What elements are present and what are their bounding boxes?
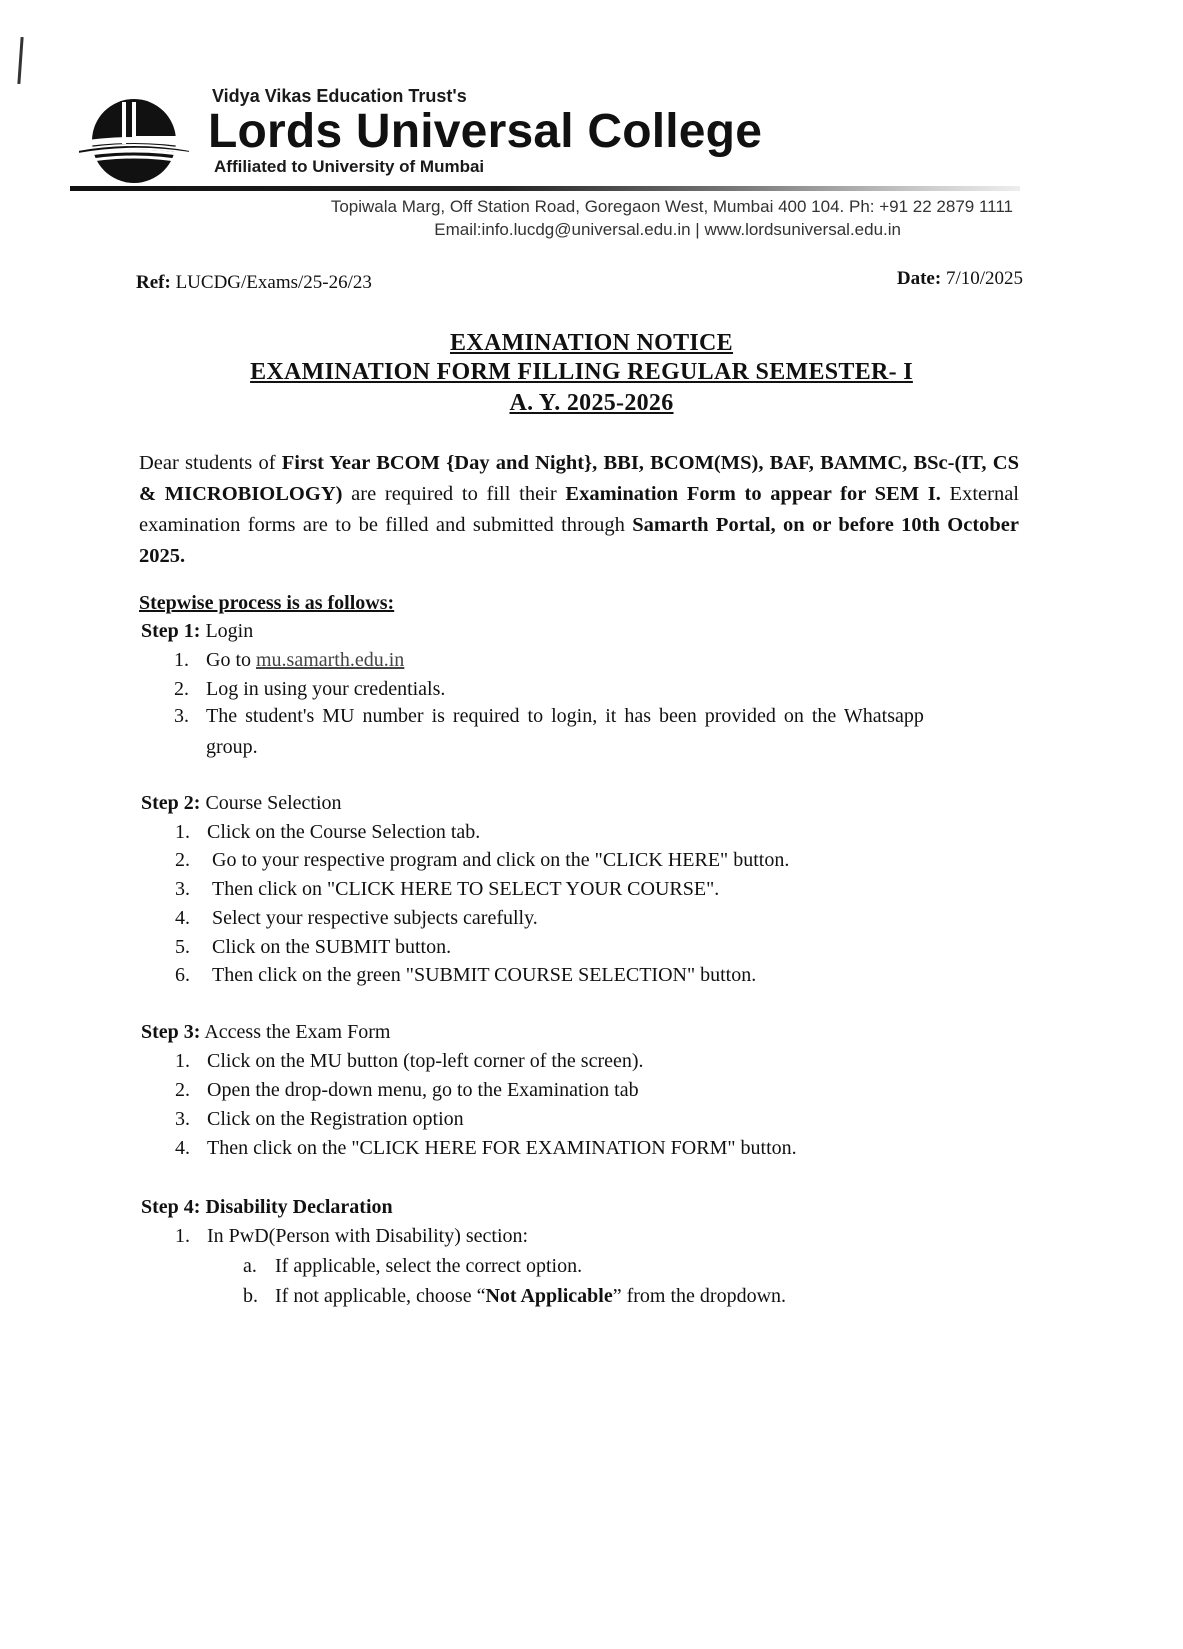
intro-text: External examination forms are to be filled and submitted through [139,483,1019,536]
item-number: 4. [175,1137,190,1159]
step-label: Step 1: [141,620,201,642]
college-contact: Email:info.lucdg@universal.edu.in | www.lordsuniversal.edu.in [434,220,901,239]
step-4-heading [141,1196,393,1219]
ref-label: Ref: [136,272,171,293]
item-text: Click on the MU button (top-left corner of the screen). [207,1050,644,1072]
intro-text: Dear students of [139,452,282,474]
item-number: 1. [175,821,190,843]
stepwise-heading: Stepwise process is as follows: [139,592,395,614]
item-number: 1. [175,1050,190,1072]
intro-text: are required to fill their [342,483,566,505]
step-title: Access the Exam Form [200,1021,391,1043]
step-1-heading [141,620,253,643]
date-label: Date: [896,268,942,289]
step-title: Course Selection [200,792,342,814]
college-emblem-icon [70,98,198,184]
trust-name: Vidya Vikas Education Trust's [212,86,467,106]
margin-pen-mark [17,37,23,84]
item-text: Then click on the green "SUBMIT COURSE SELECTION" button. [212,964,757,986]
item-letter: b. [243,1285,258,1307]
letterhead-divider [70,186,1020,191]
item-number: 3. [175,878,190,900]
item-text: Select your respective subjects carefully. [212,907,538,929]
not-applicable-option: Not Applicable [485,1285,613,1307]
item-number: 1. [174,649,189,671]
step-title: Login [200,620,254,642]
reference-number [136,272,372,294]
step-2-heading [141,792,342,815]
item-text: Go to [206,649,256,671]
item-number: 3. [175,1108,190,1130]
college-name: Lords Universal College [208,105,763,158]
item-text: Click on the Course Selection tab. [207,821,481,843]
step-label: Step 2: [141,792,201,814]
item-text: The student's MU number is required to login, it has been provided on the Whatsapp [206,705,924,727]
item-text: Open the drop-down menu, go to the Examination tab [207,1079,639,1101]
step-1-item-3-continued: group. [206,736,258,758]
notice-title: EXAMINATION NOTICE [450,330,733,356]
intro-programs: First Year BCOM {Day and Night}, BBI, BCOM(MS), BAF, BAMMC, BSc-(IT, CS & MICROBIOLOGY) [139,452,1019,505]
item-text: If applicable, select the correct option. [275,1255,583,1277]
step-label: Step 3: [141,1021,201,1043]
item-text: Then click on the "CLICK HERE FOR EXAMINATION FORM" button. [207,1137,797,1159]
academic-year: A. Y. 2025-2026 [509,390,674,416]
notice-date [897,268,1023,290]
item-number: 1. [175,1225,190,1247]
item-number: 3. [174,705,189,727]
step-3-heading [141,1021,390,1044]
item-text: Go to your respective program and click on the "CLICK HERE" button. [212,849,790,871]
ref-value: LUCDG/Exams/25-26/23 [175,272,372,293]
item-text: If not applicable, choose “ [275,1285,486,1307]
item-text: Click on the Registration option [207,1108,464,1130]
item-number: 4. [175,907,190,929]
intro-paragraph [139,448,1019,572]
item-text: ” from the dropdown. [612,1285,787,1307]
affiliation: Affiliated to University of Mumbai [214,157,485,176]
date-value: 7/10/2025 [945,268,1023,289]
samarth-portal-link[interactable]: mu.samarth.edu.in [256,649,405,671]
notice-subtitle: EXAMINATION FORM FILLING REGULAR SEMESTER- I [250,359,913,385]
item-letter: a. [243,1255,257,1277]
item-number: 6. [175,964,190,986]
item-number: 5. [175,936,190,958]
item-text: Click on the SUBMIT button. [212,936,452,958]
college-address: Topiwala Marg, Off Station Road, Goregaon West, Mumbai 400 104. Ph: +91 22 2879 1111 [330,197,1013,216]
step-label: Step 4: Disability Declaration [141,1196,393,1218]
item-text: Then click on "CLICK HERE TO SELECT YOUR COURSE". [212,878,720,900]
item-number: 2. [174,678,189,700]
item-number: 2. [175,1079,190,1101]
item-text: In PwD(Person with Disability) section: [207,1225,529,1247]
intro-deadline: Samarth Portal, on or before 10th October 2025. [139,514,1019,567]
intro-exam-form: Examination Form to appear for SEM I. [565,483,941,505]
item-number: 2. [175,849,190,871]
item-text: Log in using your credentials. [206,678,446,700]
